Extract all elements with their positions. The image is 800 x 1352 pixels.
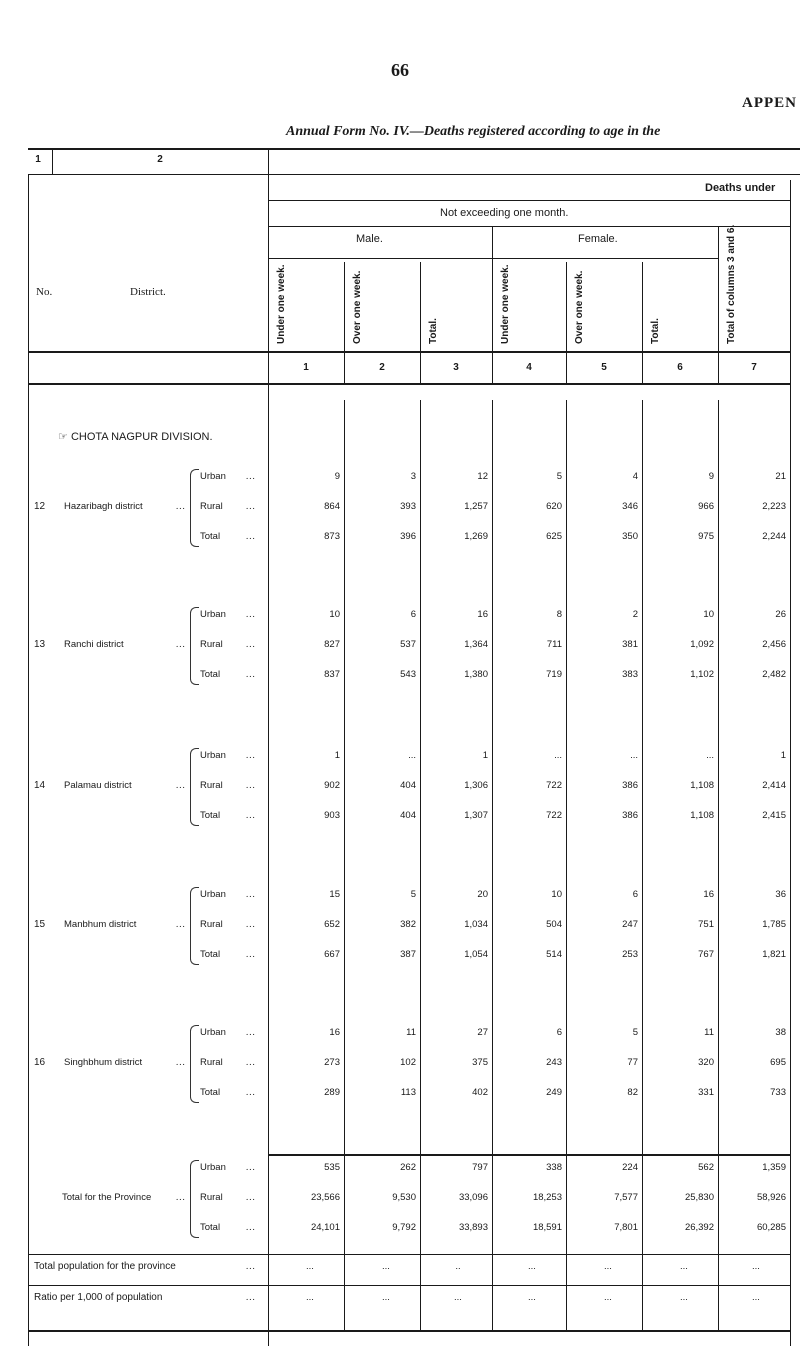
table-cell: 16: [703, 889, 714, 900]
rule-v: [420, 400, 421, 1330]
table-cell: 966: [698, 501, 714, 512]
row-number: 15: [34, 919, 46, 930]
leader-dots: ...: [246, 949, 256, 959]
table-cell: 16: [477, 609, 488, 620]
row-type-label: Urban: [200, 750, 226, 761]
rule-v: [566, 262, 567, 351]
table-cell: 393: [400, 501, 416, 512]
table-cell: 402: [472, 1087, 488, 1098]
table-cell: 625: [546, 531, 562, 542]
brace-mark: [190, 607, 199, 685]
male-heading: Male.: [356, 233, 383, 245]
table-cell: 3: [410, 471, 416, 482]
table-cell: 975: [698, 531, 714, 542]
table-cell: ...: [680, 1292, 688, 1303]
row-type-label: Rural: [200, 1192, 223, 1203]
table-cell: 383: [622, 669, 638, 680]
leader-dots: ...: [176, 639, 186, 649]
brace-mark: [190, 1160, 199, 1238]
table-cell: 247: [622, 919, 638, 930]
footer-row-label: Total population for the province: [34, 1261, 176, 1272]
table-cell: 5: [556, 471, 562, 482]
table-cell: 1,380: [464, 669, 488, 680]
table-cell: 6: [632, 889, 638, 900]
row-type-label: Total: [200, 1222, 221, 1233]
col-male-total-heading: Total.: [428, 318, 439, 344]
table-cell: 767: [698, 949, 714, 960]
table-cell: 36: [775, 889, 786, 900]
col-number-7: 7: [751, 362, 757, 373]
table-cell: 1: [334, 750, 340, 761]
table-cell: 733: [770, 1087, 786, 1098]
table-cell: 11: [704, 1027, 714, 1038]
table-cell: 58,926: [756, 1192, 786, 1203]
table-cell: ...: [306, 1261, 314, 1272]
col-female-total-heading: Total.: [650, 318, 661, 344]
table-cell: 837: [324, 669, 340, 680]
female-heading: Female.: [578, 233, 618, 245]
rule-v: [642, 400, 643, 1330]
rule-v: [566, 400, 567, 1330]
table-cell: 5: [632, 1027, 638, 1038]
leader-dots: ...: [246, 1162, 256, 1172]
leader-dots: ...: [246, 639, 256, 649]
rule-v: [642, 262, 643, 351]
district-name: Total for the Province: [62, 1192, 152, 1203]
table-cell: 864: [324, 501, 340, 512]
table-cell: 6: [556, 1027, 562, 1038]
table-cell: 243: [546, 1057, 562, 1068]
table-cell: 10: [703, 609, 714, 620]
leader-dots: ...: [176, 919, 186, 929]
rule-h: [28, 351, 790, 353]
table-cell: 262: [400, 1162, 416, 1173]
table-cell: 535: [324, 1162, 340, 1173]
table-cell: ...: [706, 750, 714, 761]
col-number-5: 5: [601, 362, 607, 373]
table-cell: 7,577: [614, 1192, 638, 1203]
table-cell: 9: [334, 471, 340, 482]
col-number-4: 4: [526, 362, 532, 373]
row-type-label: Urban: [200, 1162, 226, 1173]
table-cell: ...: [604, 1292, 612, 1303]
table-cell: 16: [329, 1027, 340, 1038]
table-cell: 1,257: [464, 501, 488, 512]
table-cell: 873: [324, 531, 340, 542]
table-cell: 33,096: [458, 1192, 488, 1203]
table-cell: 1,821: [762, 949, 786, 960]
row-type-label: Urban: [200, 609, 226, 620]
table-cell: 514: [546, 949, 562, 960]
table-cell: 113: [400, 1087, 416, 1098]
table-cell: 722: [546, 810, 562, 821]
district-name: Hazaribagh district: [64, 501, 143, 512]
table-cell: 1,092: [690, 639, 714, 650]
district-name: Singhbhum district: [64, 1057, 143, 1068]
rule-v: [268, 150, 269, 174]
table-cell: 722: [546, 780, 562, 791]
table-cell: ...: [382, 1292, 390, 1303]
rule-h: [28, 1285, 790, 1286]
not-exceeding-heading: Not exceeding one month.: [440, 207, 569, 219]
table-cell: 903: [324, 810, 340, 821]
leader-dots: ...: [246, 750, 256, 760]
row-number: 13: [34, 639, 46, 650]
footer-row-label: Ratio per 1,000 of population: [34, 1292, 163, 1303]
leader-dots: ...: [246, 1261, 256, 1271]
rule-h: [268, 226, 790, 227]
top-col-number-2: 2: [157, 154, 163, 165]
table-cell: 4: [632, 471, 638, 482]
leader-dots: ...: [246, 471, 256, 481]
leader-dots: ...: [246, 609, 256, 619]
col-number-1: 1: [303, 362, 309, 373]
table-cell: 12: [477, 471, 488, 482]
table-cell: 381: [622, 639, 638, 650]
rule-v: [268, 174, 269, 1346]
row-number: 12: [34, 501, 46, 512]
deaths-under-heading: Deaths under: [705, 182, 776, 194]
table-cell: 2,415: [762, 810, 786, 821]
table-cell: 1,102: [690, 669, 714, 680]
table-cell: 9,792: [392, 1222, 416, 1233]
table-cell: 23,566: [310, 1192, 340, 1203]
division-title: CHOTA NAGPUR DIVISION.: [70, 431, 213, 443]
row-type-label: Rural: [200, 780, 223, 791]
leader-dots: ...: [176, 780, 186, 790]
col-male-under-week-heading: Under one week.: [276, 264, 287, 344]
table-cell: 719: [546, 669, 562, 680]
rule-v: [420, 262, 421, 351]
row-type-label: Urban: [200, 889, 226, 900]
table-cell: 1,108: [690, 780, 714, 791]
table-cell: 1: [780, 750, 786, 761]
table-cell: 289: [324, 1087, 340, 1098]
table-cell: 15: [329, 889, 340, 900]
table-cell: 386: [622, 780, 638, 791]
table-cell: ...: [454, 1292, 462, 1303]
table-cell: 320: [698, 1057, 714, 1068]
table-cell: 827: [324, 639, 340, 650]
row-type-label: Total: [200, 1087, 221, 1098]
table-cell: 537: [400, 639, 416, 650]
col-female-over-week-heading: Over one week.: [574, 270, 585, 344]
leader-dots: ...: [246, 1222, 256, 1232]
row-type-label: Rural: [200, 639, 223, 650]
table-cell: 10: [551, 889, 562, 900]
table-cell: 9,530: [392, 1192, 416, 1203]
brace-mark: [190, 1025, 199, 1103]
table-cell: 1,269: [464, 531, 488, 542]
table-cell: 2,414: [762, 780, 786, 791]
table-cell: 331: [698, 1087, 714, 1098]
district-heading: District.: [130, 286, 166, 298]
table-cell: 902: [324, 780, 340, 791]
table-cell: ...: [408, 750, 416, 761]
table-cell: 11: [406, 1027, 416, 1038]
table-cell: 620: [546, 501, 562, 512]
brace-mark: [190, 887, 199, 965]
rule-h: [268, 200, 790, 201]
table-cell: 396: [400, 531, 416, 542]
row-number: 14: [34, 780, 46, 791]
table-cell: 404: [400, 810, 416, 821]
leader-dots: ...: [246, 889, 256, 899]
table-cell: 1,359: [762, 1162, 786, 1173]
rule-h: [28, 1254, 790, 1255]
col-total-cols-heading: Total of columns 3 and 6.: [726, 224, 737, 344]
table-cell: 2: [632, 609, 638, 620]
table-cell: 543: [400, 669, 416, 680]
table-cell: 338: [546, 1162, 562, 1173]
leader-dots: ...: [246, 1027, 256, 1037]
leader-dots: ...: [246, 780, 256, 790]
top-col-number-1: 1: [35, 154, 41, 165]
table-cell: 1,785: [762, 919, 786, 930]
table-cell: 7,801: [614, 1222, 638, 1233]
table-cell: 382: [400, 919, 416, 930]
leader-dots: ...: [176, 501, 186, 511]
rule-top: [28, 148, 800, 150]
row-number: 16: [34, 1057, 46, 1068]
rule-v: [344, 262, 345, 351]
table-cell: 751: [698, 919, 714, 930]
table-cell: 33,893: [458, 1222, 488, 1233]
table-cell: 711: [546, 639, 562, 650]
table-cell: 1,054: [464, 949, 488, 960]
table-cell: 667: [324, 949, 340, 960]
row-type-label: Rural: [200, 919, 223, 930]
col-number-3: 3: [453, 362, 459, 373]
rule-bottom: [28, 1330, 790, 1332]
rule-v: [344, 400, 345, 1330]
rule-h: [28, 174, 800, 175]
rule-v: [718, 400, 719, 1330]
district-name: Manbhum district: [64, 919, 137, 930]
col-number-2: 2: [379, 362, 385, 373]
table-cell: 6: [410, 609, 416, 620]
table-cell: 21: [775, 471, 786, 482]
table-cell: 273: [324, 1057, 340, 1068]
table-cell: ...: [680, 1261, 688, 1272]
leader-dots: ...: [246, 1087, 256, 1097]
leader-dots: ...: [246, 669, 256, 679]
rule-v: [52, 150, 53, 174]
row-type-label: Total: [200, 810, 221, 821]
appendix-heading: APPEN: [742, 95, 797, 111]
table-cell: 102: [400, 1057, 416, 1068]
table-cell: ...: [382, 1261, 390, 1272]
table-cell: 38: [775, 1027, 786, 1038]
table-cell: 1,306: [464, 780, 488, 791]
table-cell: 25,830: [684, 1192, 714, 1203]
table-cell: 562: [698, 1162, 714, 1173]
table-cell: 387: [400, 949, 416, 960]
leader-dots: ...: [246, 1057, 256, 1067]
page-number: 66: [391, 60, 409, 80]
table-cell: ...: [554, 750, 562, 761]
table-cell: 350: [622, 531, 638, 542]
row-type-label: Rural: [200, 1057, 223, 1068]
table-cell: 18,253: [532, 1192, 562, 1203]
table-cell: 2,456: [762, 639, 786, 650]
table-cell: 2,482: [762, 669, 786, 680]
table-cell: 386: [622, 810, 638, 821]
table-cell: ...: [752, 1261, 760, 1272]
table-cell: 10: [329, 609, 340, 620]
table-cell: 1: [482, 750, 488, 761]
table-cell: ...: [528, 1261, 536, 1272]
leader-dots: ...: [176, 1192, 186, 1202]
brace-mark: [190, 469, 199, 547]
table-cell: ...: [630, 750, 638, 761]
table-cell: 1,108: [690, 810, 714, 821]
table-cell: ..: [455, 1261, 461, 1272]
table-cell: ...: [752, 1292, 760, 1303]
table-cell: 20: [477, 889, 488, 900]
table-cell: 82: [627, 1087, 638, 1098]
table-cell: 695: [770, 1057, 786, 1068]
table-cell: 26,392: [684, 1222, 714, 1233]
table-cell: 1,307: [464, 810, 488, 821]
table-cell: 249: [546, 1087, 562, 1098]
rule-h: [268, 258, 718, 259]
table-cell: 797: [472, 1162, 488, 1173]
table-cell: 5: [410, 889, 416, 900]
table-cell: 1,364: [464, 639, 488, 650]
district-name: Palamau district: [64, 780, 132, 791]
leader-dots: ...: [246, 531, 256, 541]
table-cell: 27: [477, 1027, 488, 1038]
table-cell: 24,101: [310, 1222, 340, 1233]
table-cell: 9: [708, 471, 714, 482]
leader-dots: ...: [246, 501, 256, 511]
table-cell: 404: [400, 780, 416, 791]
table-cell: 18,591: [532, 1222, 562, 1233]
division-heading: [58, 430, 213, 443]
rule-left: [28, 174, 29, 1346]
col-male-over-week-heading: Over one week.: [352, 270, 363, 344]
row-type-label: Urban: [200, 471, 226, 482]
table-cell: 8: [556, 609, 562, 620]
row-type-label: Total: [200, 669, 221, 680]
col-female-under-week-heading: Under one week.: [500, 264, 511, 344]
col-number-6: 6: [677, 362, 683, 373]
rule-right: [790, 180, 791, 1346]
rule-v: [718, 226, 719, 351]
table-cell: ...: [528, 1292, 536, 1303]
row-type-label: Total: [200, 949, 221, 960]
table-cell: 224: [622, 1162, 638, 1173]
pointing-hand-icon: ☞: [58, 431, 68, 443]
row-type-label: Total: [200, 531, 221, 542]
table-cell: 504: [546, 919, 562, 930]
leader-dots: ...: [246, 1292, 256, 1302]
table-cell: 2,244: [762, 531, 786, 542]
row-type-label: Urban: [200, 1027, 226, 1038]
no-heading: No.: [36, 286, 53, 298]
form-title: Annual Form No. IV.—Deaths registered according to age in the: [286, 124, 661, 139]
table-cell: 253: [622, 949, 638, 960]
table-cell: 60,285: [756, 1222, 786, 1233]
table-cell: 346: [622, 501, 638, 512]
table-cell: ...: [604, 1261, 612, 1272]
table-cell: 375: [472, 1057, 488, 1068]
table-cell: 1,034: [464, 919, 488, 930]
leader-dots: ...: [246, 810, 256, 820]
table-cell: 26: [775, 609, 786, 620]
rule-v: [492, 226, 493, 351]
rule-h: [28, 383, 790, 385]
rule-h: [268, 1154, 790, 1156]
brace-mark: [190, 748, 199, 826]
leader-dots: ...: [246, 919, 256, 929]
table-cell: 77: [627, 1057, 638, 1068]
rule-v: [492, 400, 493, 1330]
table-cell: 2,223: [762, 501, 786, 512]
table-cell: 652: [324, 919, 340, 930]
table-cell: ...: [306, 1292, 314, 1303]
leader-dots: ...: [176, 1057, 186, 1067]
leader-dots: ...: [246, 1192, 256, 1202]
row-type-label: Rural: [200, 501, 223, 512]
district-name: Ranchi district: [64, 639, 124, 650]
